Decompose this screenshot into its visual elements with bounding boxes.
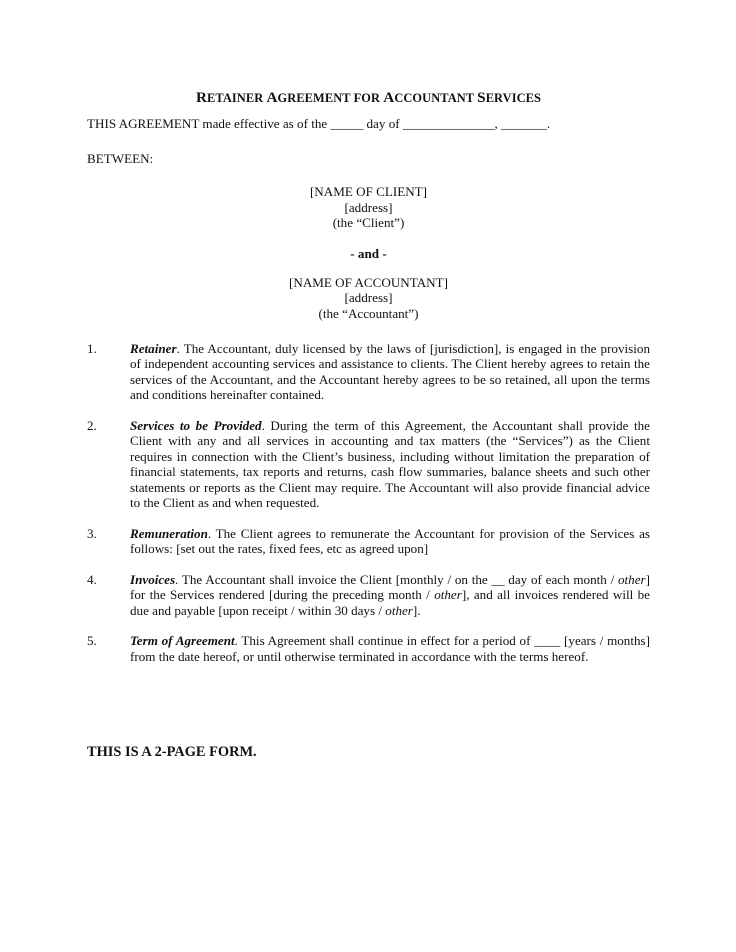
clause-number: 5. xyxy=(87,633,97,649)
title-word-agreement: AGREEMENT FOR xyxy=(266,89,384,106)
clause-body xyxy=(130,526,650,557)
clause-text: . During the term of this Agreement, the Accountant shall provide the Client with any and all services in accounting and tax matters (the “Services”) as the Client requires in connection with the Client’s business, including without limitation the preparation of financial statements, tax reports and returns, cash flow summaries, balance sheets and such other statements or reports as the Client may require. The Accountant will also provide financial advice to the Client as and when requested. xyxy=(130,417,650,511)
clause-text: . The Client agrees to remunerate the Accountant for provision of the Services as follows: [set out the rates, fixed fees, etc as agreed upon] xyxy=(130,525,650,557)
clause-body xyxy=(130,633,650,664)
clause-heading: Retainer xyxy=(130,340,177,356)
clause-list xyxy=(87,341,650,665)
between-label: BETWEEN: xyxy=(87,151,154,166)
page-count-note: THIS IS A 2-PAGE FORM. xyxy=(87,744,257,760)
clause-heading: Term of Agreement xyxy=(130,633,235,649)
client-block xyxy=(87,184,650,231)
clause-remuneration xyxy=(87,526,650,557)
title-word-retainer: RETAINER xyxy=(195,89,267,106)
clause-text-part: ]. xyxy=(412,602,421,618)
accountant-block xyxy=(87,275,650,322)
accountant-address: [address] xyxy=(344,290,393,306)
clause-text-italic: other xyxy=(617,571,646,587)
clause-text-part: ], and all invoices rendered will be due and payable [upon receipt / within 30 days / xyxy=(130,587,650,618)
clause-text-part: ] for the Services rendered [during the preceding month / xyxy=(130,571,650,603)
client-definition: (the “Client”) xyxy=(332,215,405,231)
clause-invoices xyxy=(87,572,650,619)
title-word-services: SERVICES xyxy=(477,89,542,106)
clause-number: 4. xyxy=(87,571,97,587)
clause-heading: Services to be Provided xyxy=(130,417,262,433)
clause-heading: Remuneration xyxy=(130,525,208,541)
clause-number: 3. xyxy=(87,525,97,541)
clause-number: 2. xyxy=(87,417,97,433)
clause-text-italic: other xyxy=(434,587,462,603)
accountant-definition: (the “Accountant”) xyxy=(318,305,419,321)
and-separator: - and - xyxy=(350,245,387,261)
clause-text-part: . The Accountant shall invoice the Client [monthly / on the __ day of each month / xyxy=(175,571,618,587)
clause-services xyxy=(87,418,650,511)
clause-body xyxy=(130,418,650,511)
clause-text-italic: other xyxy=(385,602,413,618)
client-name: [NAME OF CLIENT] xyxy=(309,184,428,199)
clause-text: . The Accountant, duly licensed by the laws of [jurisdiction], is engaged in the provision of independent accounting services and assistance to clients. The Client hereby agrees to retain the services of the Accountant, and the Accountant hereby agrees to be so retained, all upon the terms and conditions hereinafter contained. xyxy=(130,340,650,403)
document-title xyxy=(87,88,650,108)
clause-text: . This Agreement shall continue in effect for a period of ____ [years / months] from the date hereof, or until otherwise terminated in accordance with the terms hereof. xyxy=(130,633,650,664)
clause-retainer xyxy=(87,341,650,403)
title-word-accountant: ACCOUNTANT xyxy=(383,89,478,106)
clause-term xyxy=(87,633,650,664)
clause-body xyxy=(130,341,650,403)
clause-body xyxy=(130,572,650,619)
clause-heading: Invoices xyxy=(130,571,176,587)
accountant-name: [NAME OF ACCOUNTANT] xyxy=(289,274,448,290)
intro-line: THIS AGREEMENT made effective as of the _____ day of ______________, _______. xyxy=(87,116,551,131)
client-address: [address] xyxy=(344,199,393,215)
clause-number: 1. xyxy=(87,340,97,356)
